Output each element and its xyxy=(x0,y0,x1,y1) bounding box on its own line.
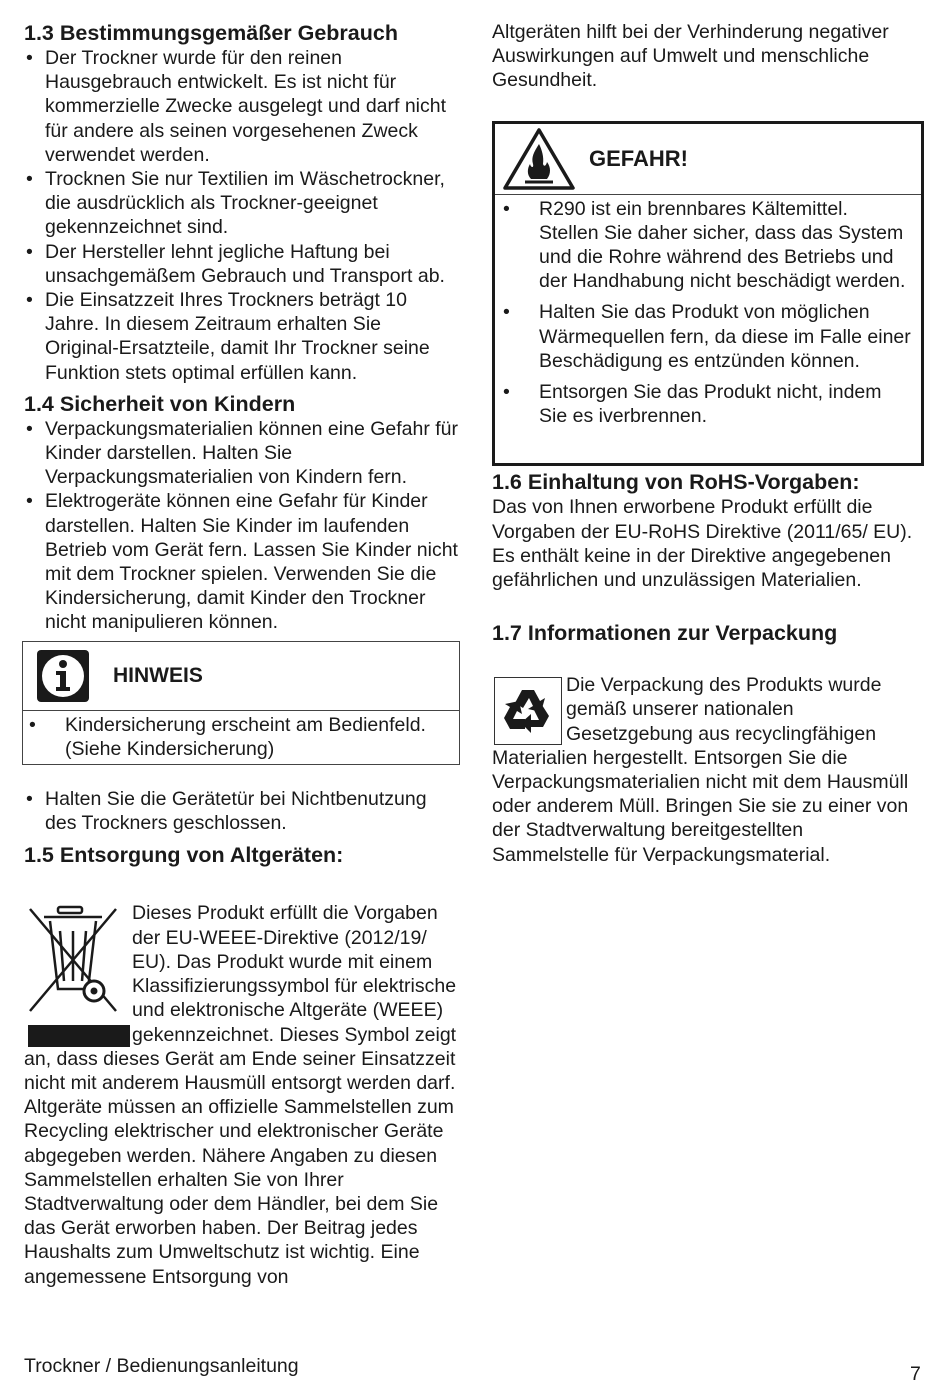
danger-item-text: Entsorgen Sie das Produkt nicht, indem Sie es iverbrennen. xyxy=(539,381,882,428)
continued-text: Altgeräten hilft bei der Verhinderung negativer Auswirkungen auf Umwelt und menschliche Gesundheit. xyxy=(492,21,889,92)
footer-title: Trockner / Bedienungsanleitung xyxy=(24,1355,299,1377)
list-item: • Trocknen Sie nur Textilien im Wäschetrockner, die ausdrücklich als Trockner-geeignet gekennzeichnet sind. xyxy=(24,167,460,240)
left-column xyxy=(24,20,460,1289)
note-text: Kindersicherung erscheint am Bedienfeld. (Siehe Kindersicherung) xyxy=(65,713,426,760)
flammable-warning-icon xyxy=(501,126,577,192)
list-item xyxy=(495,380,911,428)
packaging-section xyxy=(492,673,924,867)
bullet-dot: • xyxy=(503,197,510,220)
list-item: • Der Trockner wurde für den reinen Hausgebrauch entwickelt. Es ist nicht für kommerzielle Zwecke ausgelegt und darf nicht für andere als seinen vorgesehenen Zweck verwendet werden. xyxy=(24,46,460,167)
danger-item-text: Halten Sie das Produkt von möglichen Wärmequellen fern, da diese im Falle einer Beschädigung es entzünden können. xyxy=(539,301,911,372)
weee-bar xyxy=(28,1025,130,1047)
list-item: • Die Einsatzzeit Ihres Trockners beträgt 10 Jahre. In diesem Zeitraum erhalten Sie Original-Ersatzteile, damit Ihr Trockner seine Funktion stets optimal erfüllen kann. xyxy=(24,288,460,385)
page-number: 7 xyxy=(910,1363,921,1385)
usage-list xyxy=(24,46,460,385)
weee-text: Dieses Produkt erfüllt die Vorgaben der EU-WEEE-Direktive (2012/19/ EU). Das Produkt wurde mit einem Klassifizierungssymbol für elektrische und elektronische Altgeräte (WEEE) gekennzeichnet. Dieses Symbol zeigt an, dass dieses Gerät am Ende seiner Einsatzzeit nicht mit anderem Hausmüll entsorgt werden darf. Altgeräte müssen an offizielle Sammelstellen zum Recycling elektrischer und elektronischer Geräte abgegeben werden. Nähere Angaben zu diesen Sammelstellen erhalten Sie von Ihrer Stadtverwaltung oder dem Händler, bei dem Sie das Gerät erworben haben. Der Beitrag jedes Haushalts zum Umweltschutz ist wichtig. Eine angemessene Entsorgung von xyxy=(24,902,457,1288)
door-list xyxy=(24,787,460,835)
danger-box xyxy=(492,121,924,467)
weee-figure xyxy=(24,901,130,1043)
bullet-dot: • xyxy=(503,301,510,324)
list-item: • Verpackungsmaterialien können eine Gefahr für Kinder darstellen. Halten Sie Verpackungsmaterialien von Kindern fern. xyxy=(24,417,460,490)
note-body xyxy=(23,711,459,764)
section-heading-1-3: 1.3 Bestimmungsgemäßer Gebrauch xyxy=(24,21,398,45)
section-heading-1-4: 1.4 Sicherheit von Kindern xyxy=(24,391,296,416)
list-item xyxy=(495,300,911,373)
list-item xyxy=(495,197,911,294)
note-title: HINWEIS xyxy=(113,663,203,687)
note-header xyxy=(23,642,459,711)
crossed-out-bin-icon xyxy=(24,901,130,1021)
right-column xyxy=(492,20,924,867)
section-heading-1-6: 1.6 Einhaltung von RoHS-Vorgaben: xyxy=(492,470,860,495)
danger-body xyxy=(495,195,921,464)
section-heading-1-5: 1.5 Entsorgung von Altgeräten: xyxy=(24,843,344,868)
bullet-dot: • xyxy=(503,381,510,404)
section-heading-1-7: 1.7 Informationen zur Verpackung xyxy=(492,621,838,646)
bullet-dot: • xyxy=(29,713,36,736)
list-item: • Der Hersteller lehnt jegliche Haftung bei unsachgemäßem Gebrauch und Transport ab. xyxy=(24,240,460,288)
note-box xyxy=(22,641,460,765)
danger-item-text: R290 ist ein brennbares Kältemittel. Stellen Sie daher sicher, dass das System und die Rohre während des Betriebs und der Handhabung nicht beschädigt werden. xyxy=(539,197,906,293)
packaging-text: Die Verpackung des Produkts wurde gemäß unserer nationalen Gesetzgebung aus recyclingfähigen Materialien hergestellt. Entsorgen Sie die Verpackungsmaterialien nicht mit dem Hausmüll oder anderem Müll. Bringen Sie sie zu einer von der Stadtverwaltung bereitgestellten Sammelstelle für Verpackungsmaterial. xyxy=(492,674,909,866)
recycling-icon xyxy=(501,684,555,738)
danger-header xyxy=(495,124,921,195)
child-safety-list xyxy=(24,417,460,635)
weee-section xyxy=(24,901,460,1288)
list-item: • Halten Sie die Gerätetür bei Nichtbenutzung des Trockners geschlossen. xyxy=(24,787,460,835)
list-item: • Elektrogeräte können eine Gefahr für Kinder darstellen. Halten Sie Kinder im laufenden Betrieb vom Gerät fern. Lassen Sie Kinder nicht mit dem Trockner spielen. Verwenden Sie die Kindersicherung, damit Kinder den Trockner nicht manipulieren können. xyxy=(24,489,460,634)
rohs-text: Das von Ihnen erworbene Produkt erfüllt die Vorgaben der EU-RoHS Direktive (2011/65/ EU). Es enthält keine in der Direktive angegebenen gefährlichen und unzulässigen Materialien. xyxy=(492,496,913,592)
recycling-figure xyxy=(494,677,562,745)
info-icon xyxy=(37,650,89,702)
danger-title: GEFAHR! xyxy=(589,145,688,171)
